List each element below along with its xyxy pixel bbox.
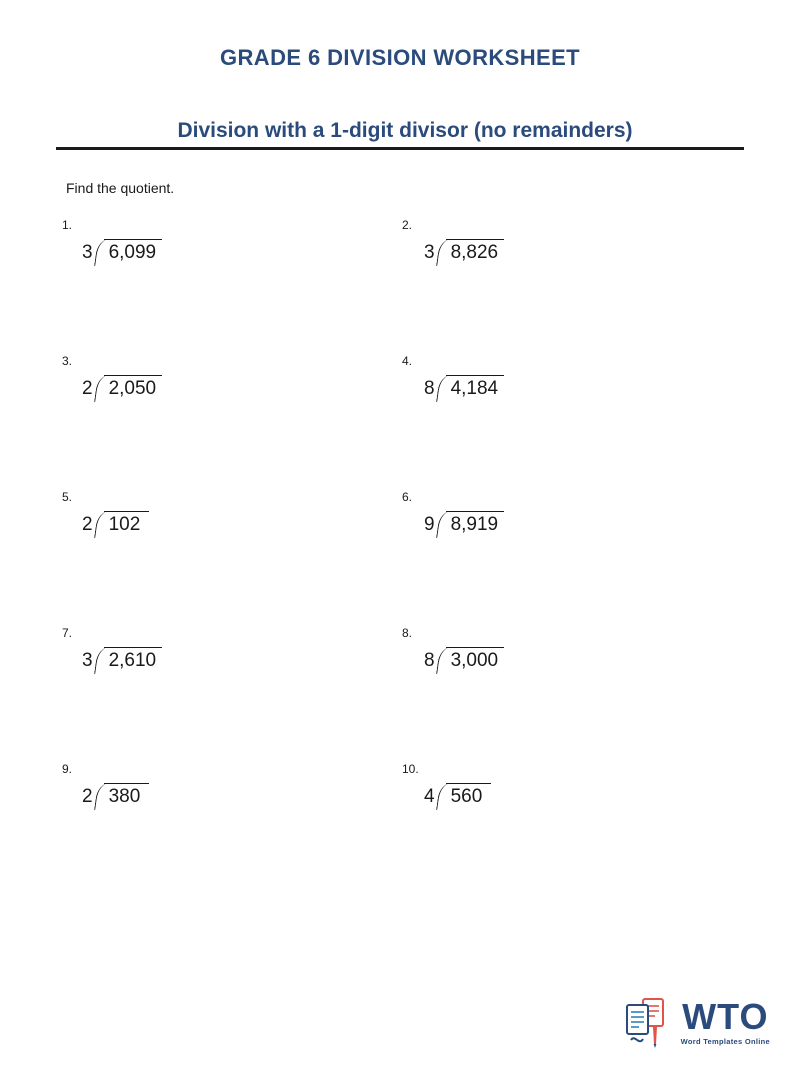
- long-division-expression: [424, 368, 504, 402]
- long-division-expression: [82, 776, 149, 810]
- problem-item: [402, 218, 742, 354]
- long-division-expression: [424, 640, 504, 674]
- dividend-value: 2,610: [104, 647, 163, 674]
- divisor-value: 2: [82, 514, 93, 535]
- logo-wordmark: WTO: [682, 995, 769, 1037]
- divisor-value: 3: [424, 242, 435, 263]
- division-bracket-icon: [436, 504, 446, 538]
- division-bracket-icon: [436, 232, 446, 266]
- logo-text: [680, 995, 770, 1046]
- division-bracket-icon: [94, 504, 104, 538]
- subtitle-section: [56, 119, 744, 150]
- divisor-value: 4: [424, 786, 435, 807]
- dividend-value: 8,919: [446, 511, 505, 538]
- dividend-value: 380: [104, 783, 149, 810]
- problem-item: [62, 354, 402, 490]
- problem-item: [402, 626, 742, 762]
- long-division-expression: [82, 368, 162, 402]
- divisor-value: 2: [82, 786, 93, 807]
- problem-grid: [0, 218, 800, 898]
- problem-item: [62, 762, 402, 898]
- problem-number: 8.: [402, 626, 413, 640]
- worksheet-page: [0, 45, 800, 1080]
- long-division-expression: [82, 232, 162, 266]
- division-bracket-icon: [94, 640, 104, 674]
- footer-logo: [619, 994, 770, 1050]
- division-bracket-icon: [436, 776, 446, 810]
- dividend-value: 3,000: [446, 647, 505, 674]
- division-bracket-icon: [94, 368, 104, 402]
- problem-number: 10.: [402, 762, 419, 776]
- problem-item: [62, 626, 402, 762]
- long-division-expression: [82, 504, 149, 538]
- instruction-text: Find the quotient.: [66, 180, 175, 196]
- problem-item: [402, 762, 742, 898]
- problem-item: [62, 490, 402, 626]
- dividend-value: 2,050: [104, 375, 163, 402]
- division-bracket-icon: [94, 776, 104, 810]
- problem-number: 7.: [62, 626, 73, 640]
- division-bracket-icon: [436, 368, 446, 402]
- problem-number: 4.: [402, 354, 413, 368]
- divisor-value: 2: [82, 378, 93, 399]
- long-division-expression: [424, 504, 504, 538]
- worksheet-subtitle: Division with a 1-digit divisor (no remainders): [177, 119, 633, 142]
- dividend-value: 6,099: [104, 239, 163, 266]
- dividend-value: 8,826: [446, 239, 505, 266]
- page-title: GRADE 6 DIVISION WORKSHEET: [220, 45, 580, 70]
- long-division-expression: [424, 776, 491, 810]
- problem-item: [62, 218, 402, 354]
- dividend-value: 4,184: [446, 375, 505, 402]
- long-division-expression: [424, 232, 504, 266]
- divisor-value: 9: [424, 514, 435, 535]
- problem-number: 3.: [62, 354, 73, 368]
- dividend-value: 102: [104, 511, 149, 538]
- document-pages-icon: [619, 994, 675, 1050]
- problem-number: 9.: [62, 762, 73, 776]
- problem-number: 2.: [402, 218, 413, 232]
- divisor-value: 8: [424, 378, 435, 399]
- divisor-value: 8: [424, 650, 435, 671]
- logo-tagline: Word Templates Online: [680, 1036, 770, 1046]
- divisor-value: 3: [82, 650, 93, 671]
- long-division-expression: [82, 640, 162, 674]
- division-bracket-icon: [436, 640, 446, 674]
- problem-item: [402, 490, 742, 626]
- divisor-value: 3: [82, 242, 93, 263]
- dividend-value: 560: [446, 783, 491, 810]
- problem-number: 1.: [62, 218, 73, 232]
- problem-number: 6.: [402, 490, 413, 504]
- division-bracket-icon: [94, 232, 104, 266]
- problem-item: [402, 354, 742, 490]
- problem-number: 5.: [62, 490, 73, 504]
